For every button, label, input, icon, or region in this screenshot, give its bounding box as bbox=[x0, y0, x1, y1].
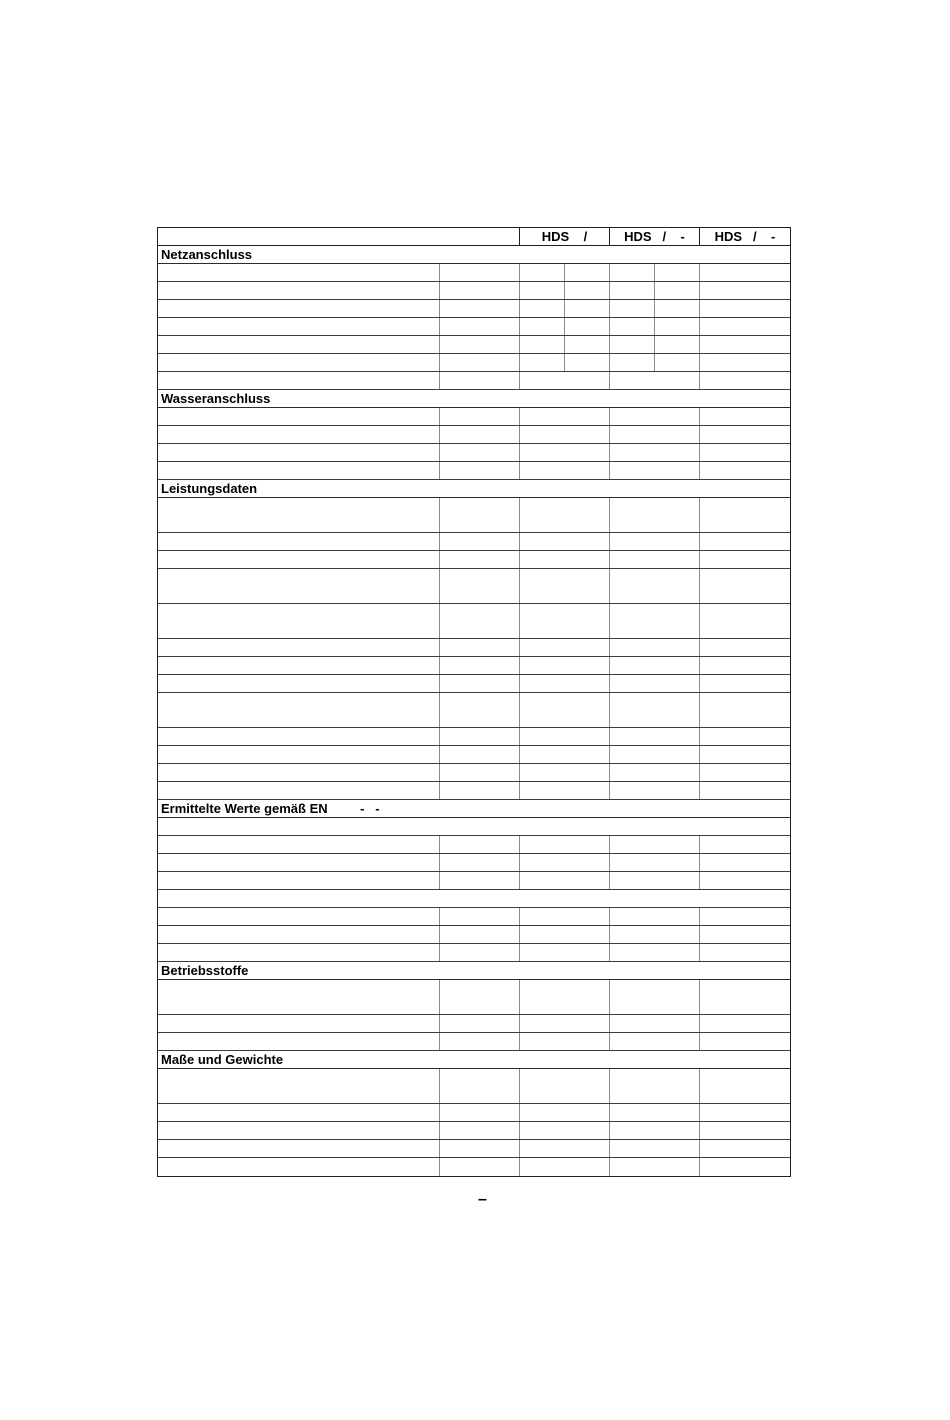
value-cell bbox=[700, 282, 790, 299]
unit-cell bbox=[440, 264, 520, 281]
table-row bbox=[158, 675, 790, 693]
value-cell bbox=[700, 569, 790, 603]
value-cell bbox=[520, 657, 610, 674]
section-header-row bbox=[158, 1051, 790, 1069]
value-subcell bbox=[520, 354, 565, 371]
label-cell bbox=[158, 498, 440, 532]
value-subcell bbox=[610, 264, 655, 281]
table-row bbox=[158, 1122, 790, 1140]
value-cell bbox=[520, 1158, 610, 1176]
value-subcell bbox=[520, 336, 565, 353]
value-cell bbox=[700, 980, 790, 1014]
value-cell bbox=[610, 764, 700, 781]
table-row bbox=[158, 639, 790, 657]
section-header-row bbox=[158, 962, 790, 980]
unit-cell bbox=[440, 908, 520, 925]
label-cell bbox=[158, 372, 440, 389]
value-cell bbox=[610, 462, 700, 479]
unit-cell bbox=[440, 282, 520, 299]
table-row bbox=[158, 372, 790, 390]
unit-cell bbox=[440, 746, 520, 763]
value-cell bbox=[700, 372, 790, 389]
table-row bbox=[158, 1158, 790, 1176]
label-cell bbox=[158, 639, 440, 656]
section-header-row bbox=[158, 390, 790, 408]
value-cell bbox=[610, 693, 700, 727]
value-cell bbox=[520, 604, 610, 638]
value-subcell bbox=[655, 300, 700, 317]
unit-cell bbox=[440, 1033, 520, 1050]
table-row bbox=[158, 657, 790, 675]
model-header-cell: HDS / bbox=[520, 228, 610, 245]
value-cell bbox=[610, 498, 700, 532]
value-cell bbox=[520, 1104, 610, 1121]
label-cell bbox=[158, 872, 440, 889]
value-cell bbox=[610, 926, 700, 943]
value-cell bbox=[520, 372, 610, 389]
unit-cell bbox=[440, 675, 520, 692]
value-cell bbox=[700, 782, 790, 799]
table-row bbox=[158, 354, 790, 372]
unit-cell bbox=[440, 336, 520, 353]
label-cell bbox=[158, 282, 440, 299]
value-cell bbox=[520, 782, 610, 799]
value-cell bbox=[610, 372, 700, 389]
value-cell bbox=[700, 1015, 790, 1032]
unit-cell bbox=[440, 318, 520, 335]
table-row bbox=[158, 533, 790, 551]
value-cell bbox=[700, 336, 790, 353]
value-cell bbox=[700, 675, 790, 692]
table-row bbox=[158, 872, 790, 890]
value-cell bbox=[610, 980, 700, 1014]
table-row bbox=[158, 569, 790, 604]
value-cell bbox=[700, 872, 790, 889]
value-subcell bbox=[565, 300, 610, 317]
unit-cell bbox=[440, 693, 520, 727]
model-header-cell: HDS / - bbox=[610, 228, 700, 245]
label-cell bbox=[158, 1015, 440, 1032]
value-cell bbox=[520, 1140, 610, 1157]
table-row bbox=[158, 408, 790, 426]
label-cell bbox=[158, 1104, 440, 1121]
value-cell bbox=[610, 872, 700, 889]
value-cell bbox=[700, 1033, 790, 1050]
value-cell bbox=[700, 639, 790, 656]
label-cell bbox=[158, 354, 440, 371]
unit-cell bbox=[440, 1158, 520, 1176]
value-cell bbox=[520, 693, 610, 727]
label-cell bbox=[158, 675, 440, 692]
table-row bbox=[158, 444, 790, 462]
value-cell bbox=[610, 533, 700, 550]
unit-cell bbox=[440, 728, 520, 745]
value-subcell bbox=[655, 336, 700, 353]
value-cell bbox=[610, 836, 700, 853]
unit-cell bbox=[440, 569, 520, 603]
label-cell bbox=[158, 1033, 440, 1050]
label-cell bbox=[158, 854, 440, 871]
table-row bbox=[158, 318, 790, 336]
value-subcell bbox=[610, 336, 655, 353]
value-cell bbox=[520, 569, 610, 603]
unit-cell bbox=[440, 782, 520, 799]
value-cell bbox=[610, 1140, 700, 1157]
value-cell bbox=[610, 1122, 700, 1139]
label-cell bbox=[158, 336, 440, 353]
value-cell bbox=[700, 1104, 790, 1121]
unit-cell bbox=[440, 462, 520, 479]
unit-cell bbox=[440, 639, 520, 656]
label-cell bbox=[158, 657, 440, 674]
technical-data-table bbox=[157, 227, 791, 1177]
value-cell bbox=[610, 604, 700, 638]
label-cell bbox=[158, 551, 440, 568]
label-cell bbox=[158, 462, 440, 479]
value-cell bbox=[610, 1015, 700, 1032]
label-cell bbox=[158, 533, 440, 550]
value-subcell bbox=[655, 354, 700, 371]
value-cell bbox=[700, 318, 790, 335]
value-cell bbox=[610, 569, 700, 603]
table-row bbox=[158, 1140, 790, 1158]
value-cell bbox=[700, 836, 790, 853]
value-cell bbox=[610, 657, 700, 674]
value-cell bbox=[700, 354, 790, 371]
value-cell bbox=[520, 908, 610, 925]
unit-cell bbox=[440, 300, 520, 317]
value-subcell bbox=[610, 354, 655, 371]
table-row bbox=[158, 746, 790, 764]
unit-cell bbox=[440, 1069, 520, 1103]
label-cell bbox=[158, 264, 440, 281]
label-cell bbox=[158, 746, 440, 763]
value-cell bbox=[520, 872, 610, 889]
value-cell bbox=[610, 854, 700, 871]
value-cell bbox=[520, 462, 610, 479]
value-cell bbox=[610, 426, 700, 443]
value-cell bbox=[520, 980, 610, 1014]
page-footer bbox=[478, 1192, 487, 1208]
value-cell bbox=[520, 746, 610, 763]
value-cell bbox=[610, 944, 700, 961]
value-cell bbox=[520, 533, 610, 550]
unit-cell bbox=[440, 854, 520, 871]
value-cell bbox=[700, 764, 790, 781]
label-cell bbox=[158, 836, 440, 853]
label-cell bbox=[158, 728, 440, 745]
unit-cell bbox=[440, 764, 520, 781]
unit-cell bbox=[440, 604, 520, 638]
table-row bbox=[158, 1015, 790, 1033]
label-cell bbox=[158, 1158, 440, 1176]
value-cell bbox=[520, 944, 610, 961]
section-title: Wasseranschluss bbox=[161, 390, 271, 406]
value-cell bbox=[700, 533, 790, 550]
table-row bbox=[158, 782, 790, 800]
value-cell bbox=[520, 675, 610, 692]
section-title: Leistungsdaten bbox=[161, 480, 258, 496]
value-cell bbox=[700, 498, 790, 532]
value-cell bbox=[700, 408, 790, 425]
value-cell bbox=[520, 1015, 610, 1032]
value-cell bbox=[520, 1033, 610, 1050]
label-cell bbox=[158, 1140, 440, 1157]
unit-cell bbox=[440, 354, 520, 371]
table-row bbox=[158, 551, 790, 569]
page-number-dash: – bbox=[478, 1191, 487, 1208]
unit-cell bbox=[440, 1122, 520, 1139]
value-cell bbox=[520, 551, 610, 568]
value-cell bbox=[700, 657, 790, 674]
table-row bbox=[158, 818, 790, 836]
value-cell bbox=[700, 854, 790, 871]
label-cell bbox=[158, 444, 440, 461]
table-row bbox=[158, 764, 790, 782]
table-row bbox=[158, 926, 790, 944]
value-cell bbox=[700, 944, 790, 961]
value-cell bbox=[700, 604, 790, 638]
value-cell bbox=[610, 1069, 700, 1103]
value-subcell bbox=[520, 300, 565, 317]
value-subcell bbox=[655, 282, 700, 299]
value-cell bbox=[700, 746, 790, 763]
value-cell bbox=[520, 1122, 610, 1139]
table-row bbox=[158, 944, 790, 962]
value-cell bbox=[610, 1104, 700, 1121]
value-subcell bbox=[655, 264, 700, 281]
section-header-row bbox=[158, 480, 790, 498]
table-row bbox=[158, 1033, 790, 1051]
section-title: Ermittelte Werte gemäß EN - - bbox=[161, 800, 380, 816]
value-subcell bbox=[565, 336, 610, 353]
label-cell bbox=[158, 300, 440, 317]
value-cell bbox=[520, 444, 610, 461]
label-cell bbox=[158, 926, 440, 943]
label-cell bbox=[158, 693, 440, 727]
value-cell bbox=[700, 444, 790, 461]
spanning-cell bbox=[158, 818, 790, 835]
value-subcell bbox=[520, 282, 565, 299]
model-header-cell: HDS / - bbox=[714, 229, 776, 244]
label-cell bbox=[158, 980, 440, 1014]
label-cell bbox=[158, 944, 440, 961]
table-row bbox=[158, 836, 790, 854]
value-cell bbox=[610, 728, 700, 745]
section-title: Netzanschluss bbox=[161, 246, 253, 262]
value-cell bbox=[700, 300, 790, 317]
unit-cell bbox=[440, 926, 520, 943]
table-row bbox=[158, 1069, 790, 1104]
value-cell bbox=[700, 1122, 790, 1139]
value-cell bbox=[520, 728, 610, 745]
label-cell bbox=[158, 408, 440, 425]
table-row bbox=[158, 693, 790, 728]
section-title: Betriebsstoffe bbox=[161, 962, 249, 978]
unit-cell bbox=[440, 872, 520, 889]
value-cell bbox=[700, 1069, 790, 1103]
section-title: Maße und Gewichte bbox=[161, 1051, 284, 1067]
label-cell bbox=[158, 1069, 440, 1103]
value-cell bbox=[610, 639, 700, 656]
value-subcell bbox=[610, 318, 655, 335]
value-cell bbox=[700, 728, 790, 745]
value-cell bbox=[520, 764, 610, 781]
value-cell bbox=[700, 462, 790, 479]
value-cell bbox=[610, 1158, 700, 1176]
value-cell bbox=[520, 498, 610, 532]
value-cell bbox=[520, 926, 610, 943]
value-subcell bbox=[565, 282, 610, 299]
label-cell bbox=[158, 569, 440, 603]
table-row bbox=[158, 854, 790, 872]
value-cell bbox=[700, 551, 790, 568]
unit-cell bbox=[440, 1140, 520, 1157]
unit-cell bbox=[440, 444, 520, 461]
value-subcell bbox=[610, 300, 655, 317]
label-cell bbox=[158, 908, 440, 925]
value-cell bbox=[520, 1069, 610, 1103]
value-cell bbox=[610, 746, 700, 763]
value-subcell bbox=[520, 318, 565, 335]
section-header-row bbox=[158, 800, 790, 818]
unit-cell bbox=[440, 408, 520, 425]
unit-cell bbox=[440, 1104, 520, 1121]
value-cell bbox=[520, 639, 610, 656]
value-cell bbox=[700, 1158, 790, 1176]
label-cell bbox=[158, 764, 440, 781]
value-cell bbox=[610, 908, 700, 925]
value-cell bbox=[520, 426, 610, 443]
unit-cell bbox=[440, 551, 520, 568]
table-row bbox=[158, 282, 790, 300]
value-cell bbox=[520, 854, 610, 871]
value-subcell bbox=[565, 318, 610, 335]
table-row bbox=[158, 604, 790, 639]
label-cell bbox=[158, 426, 440, 443]
unit-cell bbox=[440, 980, 520, 1014]
value-cell bbox=[700, 426, 790, 443]
table-row bbox=[158, 908, 790, 926]
value-cell bbox=[700, 926, 790, 943]
table-row bbox=[158, 728, 790, 746]
table-row bbox=[158, 336, 790, 354]
unit-cell bbox=[440, 498, 520, 532]
table-row bbox=[158, 890, 790, 908]
unit-cell bbox=[440, 1015, 520, 1032]
unit-cell bbox=[440, 944, 520, 961]
unit-cell bbox=[440, 426, 520, 443]
label-cell bbox=[158, 1122, 440, 1139]
value-cell bbox=[700, 693, 790, 727]
table-row bbox=[158, 498, 790, 533]
value-cell bbox=[610, 551, 700, 568]
header-spacer-cell bbox=[158, 228, 520, 245]
value-subcell bbox=[520, 264, 565, 281]
value-cell bbox=[700, 264, 790, 281]
unit-cell bbox=[440, 533, 520, 550]
value-cell bbox=[610, 675, 700, 692]
unit-cell bbox=[440, 657, 520, 674]
value-subcell bbox=[565, 264, 610, 281]
table-row bbox=[158, 426, 790, 444]
value-cell bbox=[610, 1033, 700, 1050]
value-cell bbox=[520, 408, 610, 425]
label-cell bbox=[158, 782, 440, 799]
spanning-cell bbox=[158, 890, 790, 907]
table-header-row bbox=[158, 228, 790, 246]
section-header-row bbox=[158, 246, 790, 264]
table-row bbox=[158, 300, 790, 318]
table-row bbox=[158, 462, 790, 480]
label-cell bbox=[158, 604, 440, 638]
value-cell bbox=[610, 444, 700, 461]
label-cell bbox=[158, 318, 440, 335]
value-cell bbox=[700, 908, 790, 925]
table-row bbox=[158, 264, 790, 282]
value-cell bbox=[610, 782, 700, 799]
unit-cell bbox=[440, 372, 520, 389]
table-row bbox=[158, 1104, 790, 1122]
table-row bbox=[158, 980, 790, 1015]
value-cell bbox=[520, 836, 610, 853]
value-cell bbox=[610, 408, 700, 425]
value-subcell bbox=[610, 282, 655, 299]
value-subcell bbox=[655, 318, 700, 335]
unit-cell bbox=[440, 836, 520, 853]
value-subcell bbox=[565, 354, 610, 371]
value-cell bbox=[700, 1140, 790, 1157]
